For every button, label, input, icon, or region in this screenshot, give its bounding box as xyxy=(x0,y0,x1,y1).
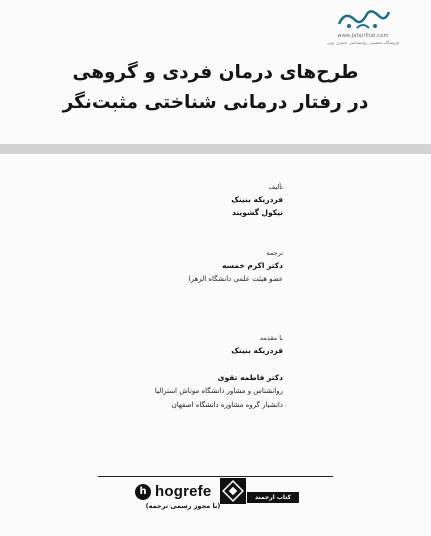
foreword-role: با مقدمه xyxy=(259,334,283,342)
foreword-block xyxy=(40,333,283,357)
hogrefe-logo xyxy=(135,483,231,510)
editor-affiliation-line: روانشناس و مشاور دانشگاه موناش استرالیا xyxy=(154,387,283,395)
license-note: (با مجوز رسمی ترجمه) xyxy=(145,502,221,510)
editor-name: دکتر فاطمه تقوی xyxy=(217,373,283,382)
jafari-logo-icon xyxy=(335,6,391,32)
editor-block xyxy=(40,371,283,412)
translation-role: ترجمه xyxy=(266,249,283,257)
publisher-rule xyxy=(98,476,333,477)
title-line-2: در رفتار درمانی شناختی مثبت‌نگر xyxy=(62,92,369,113)
authors-role: تألیف xyxy=(268,183,283,191)
hogrefe-mark-icon: h xyxy=(135,484,151,500)
translator-name: دکتر اکرم خمسه xyxy=(222,261,283,270)
hogrefe-wordmark: hogrefe xyxy=(155,483,212,500)
author-name: نیکول گشویند xyxy=(232,208,283,217)
logo-tagline: فروشگاه تخصصی روانشناسی جعفری نوین xyxy=(327,40,399,45)
editor-affiliation-line: دانشیار گروه مشاوره دانشگاه اصفهان xyxy=(171,401,283,409)
title-divider-band xyxy=(0,144,431,154)
translator-affiliation: عضو هیئت علمی دانشگاه الزهرا xyxy=(188,275,283,283)
publisher-label: کتاب ارجمند xyxy=(247,492,299,503)
authors-block xyxy=(40,182,283,219)
logo-website: www.JafariPub.com xyxy=(337,33,389,39)
title-line-1: طرح‌های درمان فردی و گروهی xyxy=(72,62,359,83)
publisher-logo xyxy=(313,6,413,45)
translation-block xyxy=(40,248,283,286)
book-title xyxy=(20,58,411,118)
arjmand-logo-icon xyxy=(220,478,246,504)
foreword-author-name: فردریکه بنینک xyxy=(231,346,283,355)
author-name: فردریکه بنینک xyxy=(231,195,283,204)
